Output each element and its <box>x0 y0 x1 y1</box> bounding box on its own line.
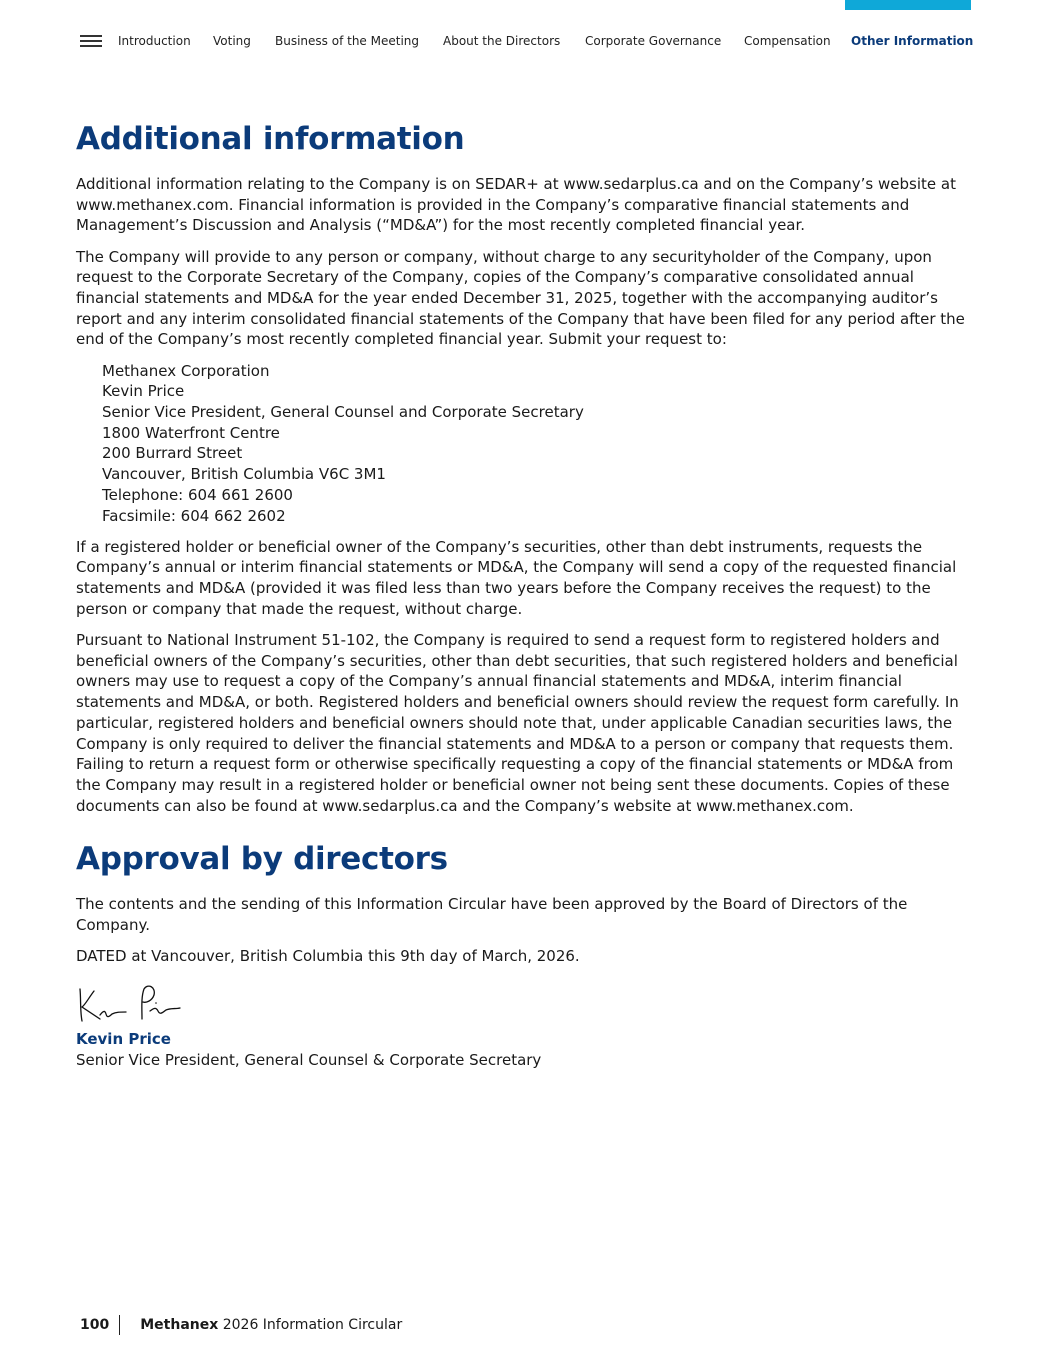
signer-name: Kevin Price <box>76 1030 171 1048</box>
additional-information-section <box>76 116 981 816</box>
dated-line: DATED at Vancouver, British Columbia this 9th day of March, 2026. <box>76 947 580 966</box>
nav-item-compensation[interactable]: Compensation <box>744 34 831 48</box>
approval-paragraph: The contents and the sending of this Information Circular have been approved by the Board of Directors of the Company. <box>76 895 908 935</box>
approval-heading: Approval by directors <box>76 841 448 878</box>
additional-information-paragraph-1: Additional information relating to the Company is on SEDAR+ at www.sedarplus.ca and on the Company’s website at www.methanex.com. Financial information is provided in the Company’s comparative financial statements and Management’s Discussion and Analysis (“MD&A”) for the most recently completed financial year. <box>76 175 956 235</box>
address-line: Kevin Price <box>102 382 185 401</box>
address-line: 1800 Waterfront Centre <box>102 423 280 442</box>
mailing-address <box>102 361 981 527</box>
top-navigation <box>0 33 1048 51</box>
active-section-indicator <box>845 0 971 10</box>
additional-information-paragraph-3: If a registered holder or beneficial owner of the Company’s securities, other than debt instruments, requests the Company’s annual or interim financial statements or MD&A, the Company will send a copy of the requested financial statements and MD&A (provided it was filed less than two years before the Company receives the request) to the person or company that made the request, without charge. <box>76 537 957 618</box>
page-number: 100 <box>80 1315 120 1335</box>
additional-information-heading: Additional information <box>76 121 465 157</box>
page-footer <box>80 1315 402 1337</box>
additional-information-paragraph-2: The Company will provide to any person or company, without charge to any securityholder of the Company, upon request to the Corporate Secretary of the Company, copies of the Company’s comparative consolidated annual financial statements and MD&A for the year ended December 31, 2025, together with the accompanying auditor’s report and any interim consolidated financial statements of the Company that have been filed for any period after the end of the Company’s most recently completed financial year. Submit your request to: <box>76 247 965 349</box>
footer-brand: Methanex <box>140 1317 219 1333</box>
address-line: 200 Burrard Street <box>102 444 243 463</box>
signer-title: Senior Vice President, General Counsel & Corporate Secretary <box>76 1050 542 1069</box>
hamburger-menu-icon[interactable] <box>80 35 102 49</box>
address-line: Telephone: 604 661 2600 <box>102 485 293 504</box>
handwritten-signature <box>76 981 186 1029</box>
address-line: Vancouver, British Columbia V6C 3M1 <box>102 465 386 484</box>
approval-section <box>76 836 981 1070</box>
nav-item-introduction[interactable]: Introduction <box>118 34 191 48</box>
footer-title: 2026 Information Circular <box>222 1317 403 1333</box>
nav-item-voting[interactable]: Voting <box>213 34 251 48</box>
nav-item-about-the-directors[interactable]: About the Directors <box>443 34 561 48</box>
additional-information-paragraph-4: Pursuant to National Instrument 51-102, the Company is required to send a request form to registered holders and beneficial owners of the Company’s securities, other than debt securities, that such registered holders and beneficial owners may use to request a copy of the Company’s annual financial statements and MD&A, interim financial statements and MD&A, or both. Registered holders and beneficial owners should review the request form carefully. In particular, registered holders and beneficial owners should note that, under applicable Canadian securities laws, the Company is only required to deliver the financial statements and MD&A to a person or company that requests them. Failing to return a request form or otherwise specifically requesting a copy of the financial statements or MD&A from the Company may result in a registered holder or beneficial owner not being sent these documents. Copies of these documents can also be found at www.sedarplus.ca and the Company’s website at www.methanex.com. <box>76 631 959 815</box>
nav-item-corporate-governance[interactable]: Corporate Governance <box>585 34 722 48</box>
address-line: Facsimile: 604 662 2602 <box>102 506 286 525</box>
main-content <box>76 116 981 1070</box>
nav-item-business-of-the-meeting[interactable]: Business of the Meeting <box>275 34 419 48</box>
nav-item-other-information[interactable]: Other Information <box>851 34 974 48</box>
address-line: Senior Vice President, General Counsel and Corporate Secretary <box>102 403 584 422</box>
address-line: Methanex Corporation <box>102 361 270 380</box>
